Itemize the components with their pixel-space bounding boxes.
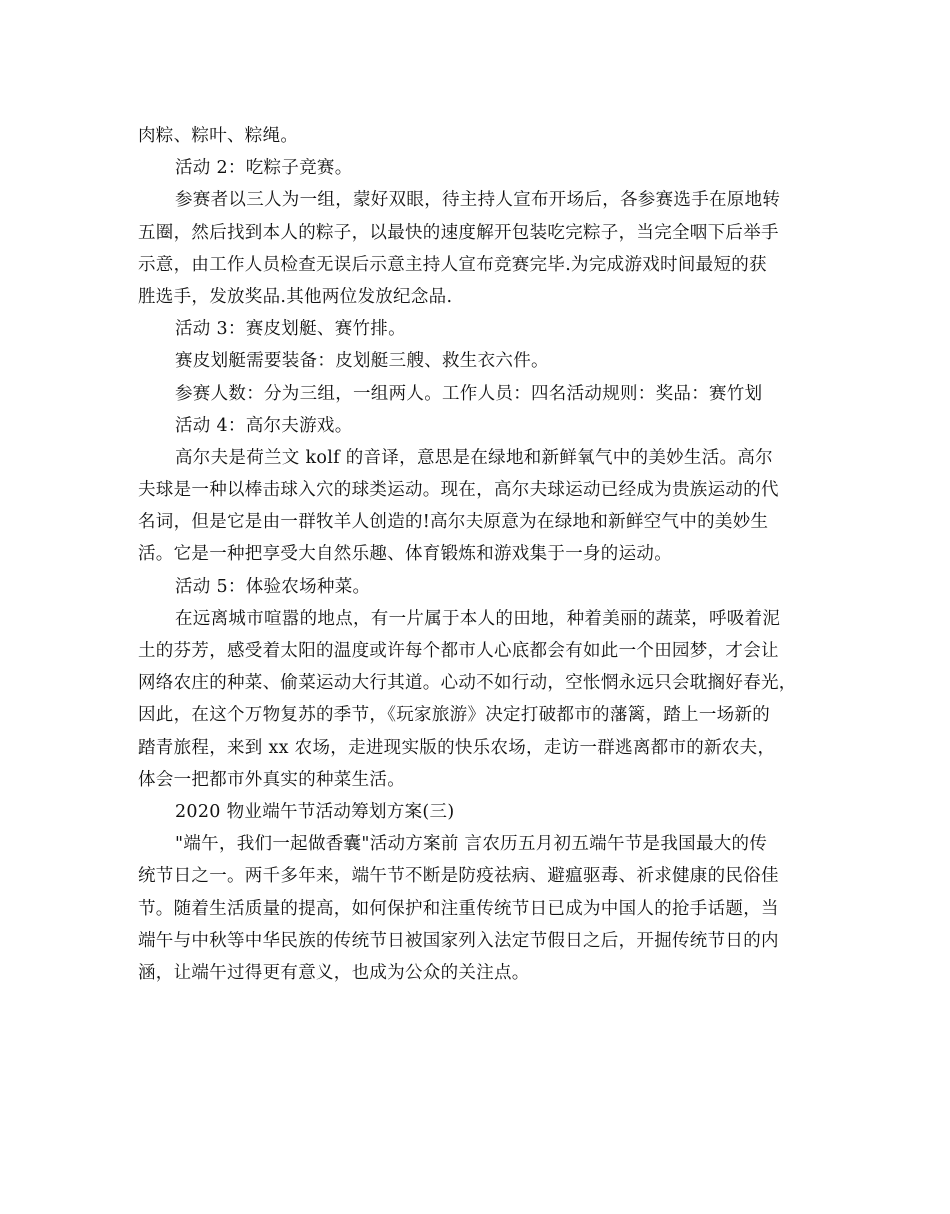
paragraph-line: 活。它是一种把享受大自然乐趣、体育锻炼和游戏集于一身的运动。 — [138, 544, 672, 565]
paragraph-line: 端午与中秋等中华民族的传统节日被国家列入法定节假日之后，开掘传统节日的内 — [138, 930, 779, 951]
activity-3-heading: 活动 3：赛皮划艇、赛竹排。 — [175, 319, 406, 340]
text-line-continuation: 肉粽、粽叶、粽绳。 — [138, 126, 299, 146]
paragraph-line: 踏青旅程，来到 xx 农场，走进现实版的快乐农场，走访一群逃离都市的新农夫， — [138, 737, 776, 758]
paragraph-line: 土的芬芳，感受着太阳的温度或许每个都市人心底都会有如此一个田园梦，才会让 — [138, 641, 779, 661]
paragraph-line: 夫球是一种以棒击球入穴的球类运动。现在，高尔夫球运动已经成为贵族运动的代 — [138, 480, 779, 501]
document-body — [138, 120, 814, 989]
paragraph-line: "端午，我们一起做香囊"活动方案前 言农历五月初五端午节是我国最大的传 — [175, 834, 768, 855]
paragraph-line: 赛皮划艇需要装备：皮划艇三艘、救生衣六件。 — [175, 351, 549, 372]
section-heading: 2020 物业端午节活动筹划方案(三) — [175, 801, 455, 822]
paragraph-line: 名词，但是它是由一群牧羊人创造的!高尔夫原意为在绿地和新鲜空气中的美妙生 — [138, 512, 769, 533]
paragraph-line: 高尔夫是荷兰文 kolf 的音译，意思是在绿地和新鲜氧气中的美妙生活。高尔 — [175, 447, 773, 468]
paragraph-line: 统节日之一。两千多年来，端午节不断是防疫祛病、避瘟驱毒、祈求健康的民俗佳 — [138, 866, 779, 887]
paragraph-line: 五圈，然后找到本人的粽子，以最快的速度解开包装吃完粽子，当完全咽下后举手 — [138, 222, 779, 243]
paragraph-line: 在远离城市喧嚣的地点，有一片属于本人的田地，种着美丽的蔬菜，呼吸着泥 — [175, 608, 781, 629]
activity-5-heading: 活动 5：体验农场种菜。 — [175, 576, 371, 597]
paragraph-line: 涵，让端午过得更有意义，也成为公众的关注点。 — [138, 962, 530, 983]
paragraph-line: 体会一把都市外真实的种菜生活。 — [138, 769, 405, 790]
paragraph-line: 因此，在这个万物复苏的季节，《玩家旅游》决定打破都市的藩篱，踏上一场新的 — [138, 705, 771, 726]
activity-2-heading: 活动 2：吃粽子竞赛。 — [175, 158, 353, 179]
paragraph-line: 参赛者以三人为一组，蒙好双眼，待主持人宣布开场后，各参赛选手在原地转 — [175, 190, 781, 211]
paragraph-line: 示意，由工作人员检查无误后示意主持人宣布竞赛完毕.为完成游戏时间最短的获 — [138, 254, 767, 275]
paragraph-line: 胜选手，发放奖品.其他两位发放纪念品. — [138, 286, 453, 307]
paragraph-line: 节。随着生活质量的提高，如何保护和注重传统节日已成为中国人的抢手话题，当 — [138, 898, 779, 919]
paragraph-line: 网络农庄的种菜、偷菜运动大行其道。心动不如行动，空怅惘永远只会耽搁好春光， — [138, 673, 797, 694]
activity-4-heading: 活动 4：高尔夫游戏。 — [175, 415, 353, 436]
paragraph-line: 参赛人数：分为三组，一组两人。工作人员：四名活动规则：奖品：赛竹划 — [175, 383, 763, 404]
